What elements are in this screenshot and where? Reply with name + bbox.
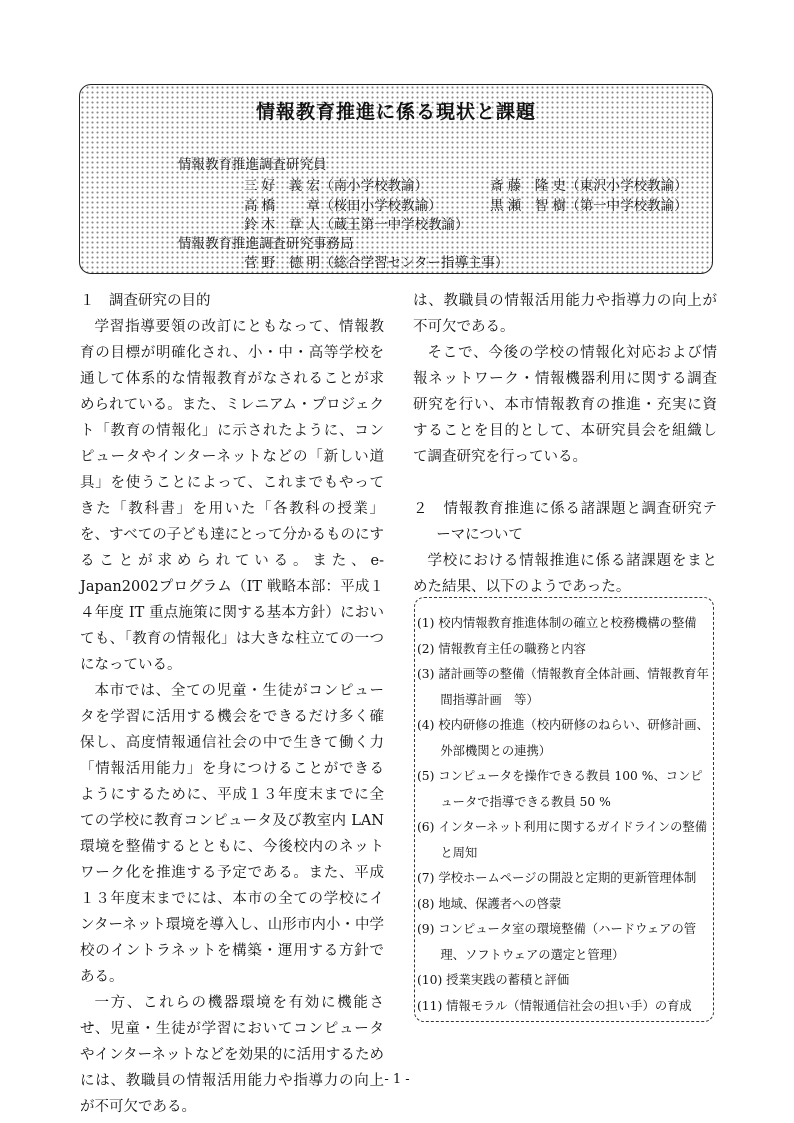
- list-item: (6) インターネット利用に関するガイドラインの整備と周知: [417, 820, 708, 860]
- paragraph: 学校における情報推進に係る諸課題をまとめた結果、以下のようであった。: [413, 553, 717, 595]
- list-item: (3) 諸計画等の整備（情報教育全体計画、情報教育年間指導計画 等）: [417, 667, 709, 707]
- list-item: (1) 校内情報教育推進体制の確立と校務機構の整備: [417, 616, 697, 630]
- list-item: (4) 校内研修の推進（校内研修のねらい、研修計画、外部機関との連携）: [417, 718, 709, 758]
- list-item: (9) コンピュータ室の環境整備（ハードウェアの管理、ソフトウェアの選定と管理）: [417, 922, 697, 962]
- secretariat-label: 情報教育推進調査研究事務局: [178, 236, 354, 252]
- section-heading: １ 調査研究の目的: [80, 293, 211, 309]
- committee-label: 情報教育推進調査研究員: [178, 157, 327, 173]
- member-name: 鈴 木 章 人（蔵王第一中学校教諭）: [244, 217, 469, 233]
- member-name: 三 好 義 宏（南小学校教諭）: [244, 178, 429, 194]
- right-column: [413, 288, 717, 600]
- page-number: - 1 -: [384, 1072, 410, 1087]
- left-column: [80, 288, 384, 1115]
- list-item: (10) 授業実践の蓄積と評価: [417, 973, 570, 987]
- issue-list-box: [414, 597, 714, 1022]
- paragraph-continued: は、教職員の情報活用能力や指導力の向上が不可欠である。: [413, 293, 717, 335]
- document-title: 情報教育推進に係る現状と課題: [255, 101, 536, 123]
- paragraph: 一方、これらの機器環境を有効に機能させ、児童・生徒が学習においてコンピュータやインターネットなどを効果的に活用するためには、教職員の情報活用能力や指導力の向上が不可欠である。: [80, 995, 384, 1115]
- issue-list: [415, 611, 715, 1019]
- list-item: (8) 地域、保護者への啓蒙: [417, 896, 562, 911]
- section-heading: ２ 情報教育推進に係る諸課題と調査研究テーマについて: [413, 501, 717, 543]
- list-item: (7) 学校ホームページの開設と定期的更新管理体制: [417, 871, 697, 885]
- member-name: 黒 瀬 智 樹（第一中学校教諭）: [490, 198, 688, 214]
- list-item: (5) コンピュータを操作できる教員 100 %、コンピュータで指導できる教員 50 %: [417, 769, 703, 809]
- member-name: 斎 藤 隆 史（東沢小学校教諭）: [490, 178, 688, 194]
- paragraph: 本市では、全ての児童・生徒がコンピュータを学習に活用する機会をできるだけ多く確保し、高度情報通信社会の中で生きて働く力「情報活用能力」を身につけることができるようにするために、平成１３年度末までに全ての学校に教育コンピュータ及び教室内 LAN 環境を整備するとともに、今後校内のネットワーク化を推進する予定である。また、平成１３年度末までには、本市の全ての学校にインターネット環境を導入し、山形市内小・中学校のイントラネットを構築・運用する方針である。: [80, 683, 384, 985]
- list-item: (11) 情報モラル（情報通信社会の担い手）の育成: [417, 998, 692, 1013]
- paragraph: 学習指導要領の改訂にともなって、情報教育の目標が明確化され、小・中・高等学校を通して体系的な情報教育がなされることが求められている。また、ミレニアム・プロジェクト「教育の情報化」に示されたように、コンピュータやインターネットなどの「新しい道具」を使うことによって、これまでもやってきた「教科書」を用いた「各教科の授業」を、すべての子ども達にとって分かるものにすることが求められている。また、e-Japan2002プログラム（IT 戦略本部：平成１４年度 IT 重点施策に関する基本方針）においても、「教育の情報化」は大きな柱立ての一つになっている。: [80, 319, 384, 673]
- secretariat-member: 菅 野 德 明（総合学習センター指導主事）: [244, 255, 509, 271]
- header-box: [79, 84, 713, 274]
- member-name: 高 橋 章（桜田小学校教諭）: [244, 198, 442, 214]
- list-item: (2) 情報教育主任の職務と内容: [417, 641, 586, 656]
- paragraph: そこで、今後の学校の情報化対応および情報ネットワーク・情報機器利用に関する調査研究を行い、本市情報教育の推進・充実に資することを目的として、本研究員会を組織して調査研究を行っている。: [413, 345, 717, 465]
